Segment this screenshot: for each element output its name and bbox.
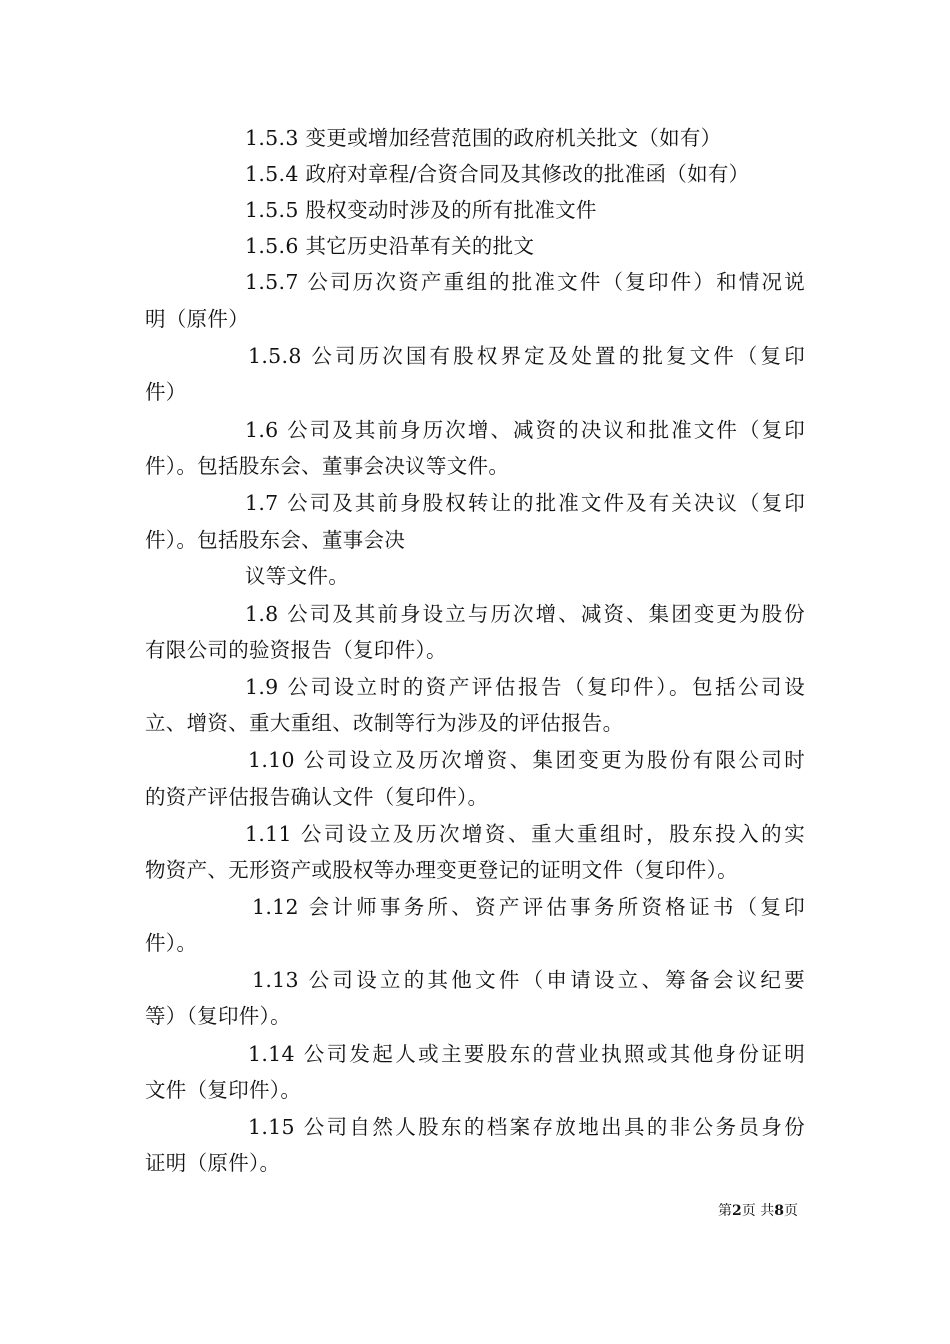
footer-prefix: 第 [718,1203,732,1219]
footer-total-pages: 8 [774,1203,784,1219]
text-line-12: 件）。包括股东会、董事会决 [145,528,406,552]
text-line-7: 1.5.8 公司历次国有股权界定及处置的批复文件（复印 [248,344,805,368]
footer-current-page: 2 [732,1203,742,1219]
text-line-8: 件） [145,380,187,404]
text-line-6: 明（原件） [145,307,249,331]
text-line-27: 文件（复印件）。 [145,1078,302,1102]
text-line-16: 1.9 公司设立时的资产评估报告（复印件）。包括公司设 [245,675,805,699]
text-line-29: 证明（原件）。 [145,1151,281,1175]
text-line-22: 1.12 会计师事务所、资产评估事务所资格证书（复印 [252,895,805,919]
text-line-4: 1.5.6 其它历史沿革有关的批文 [245,234,535,258]
page-number-footer [718,1201,798,1221]
text-line-10: 件）。包括股东会、董事会决议等文件。 [145,454,510,478]
footer-middle: 页 共 [741,1203,775,1219]
text-line-20: 1.11 公司设立及历次增资、重大重组时，股东投入的实 [245,822,805,846]
text-line-26: 1.14 公司发起人或主要股东的营业执照或其他身份证明 [248,1042,805,1066]
text-line-13: 议等文件。 [245,564,349,588]
text-line-18: 1.10 公司设立及历次增资、集团变更为股份有限公司时 [248,748,805,772]
text-line-23: 件）。 [145,931,198,955]
text-line-24: 1.13 公司设立的其他文件（申请设立、筹备会议纪要 [252,968,805,992]
text-line-11: 1.7 公司及其前身股权转让的批准文件及有关决议（复印 [245,491,805,515]
text-line-3: 1.5.5 股权变动时涉及的所有批准文件 [245,198,597,222]
footer-suffix: 页 [783,1203,798,1219]
text-line-25: 等）（复印件）。 [145,1004,291,1028]
text-line-2: 1.5.4 政府对章程/合资合同及其修改的批准函（如有） [245,162,750,186]
text-line-14: 1.8 公司及其前身设立与历次增、减资、集团变更为股份 [245,602,805,626]
text-line-1: 1.5.3 变更或增加经营范围的政府机关批文（如有） [245,126,722,150]
text-line-17: 立、增资、重大重组、改制等行为涉及的评估报告。 [145,711,624,735]
text-line-28: 1.15 公司自然人股东的档案存放地出具的非公务员身份 [248,1115,805,1139]
text-line-5: 1.5.7 公司历次资产重组的批准文件（复印件）和情况说 [245,270,805,294]
text-line-19: 的资产评估报告确认文件（复印件）。 [145,785,489,809]
text-line-9: 1.6 公司及其前身历次增、减资的决议和批准文件（复印 [245,418,805,442]
text-line-21: 物资产、无形资产或股权等办理变更登记的证明文件（复印件）。 [145,858,738,882]
text-line-15: 有限公司的验资报告（复印件）。 [145,638,447,662]
